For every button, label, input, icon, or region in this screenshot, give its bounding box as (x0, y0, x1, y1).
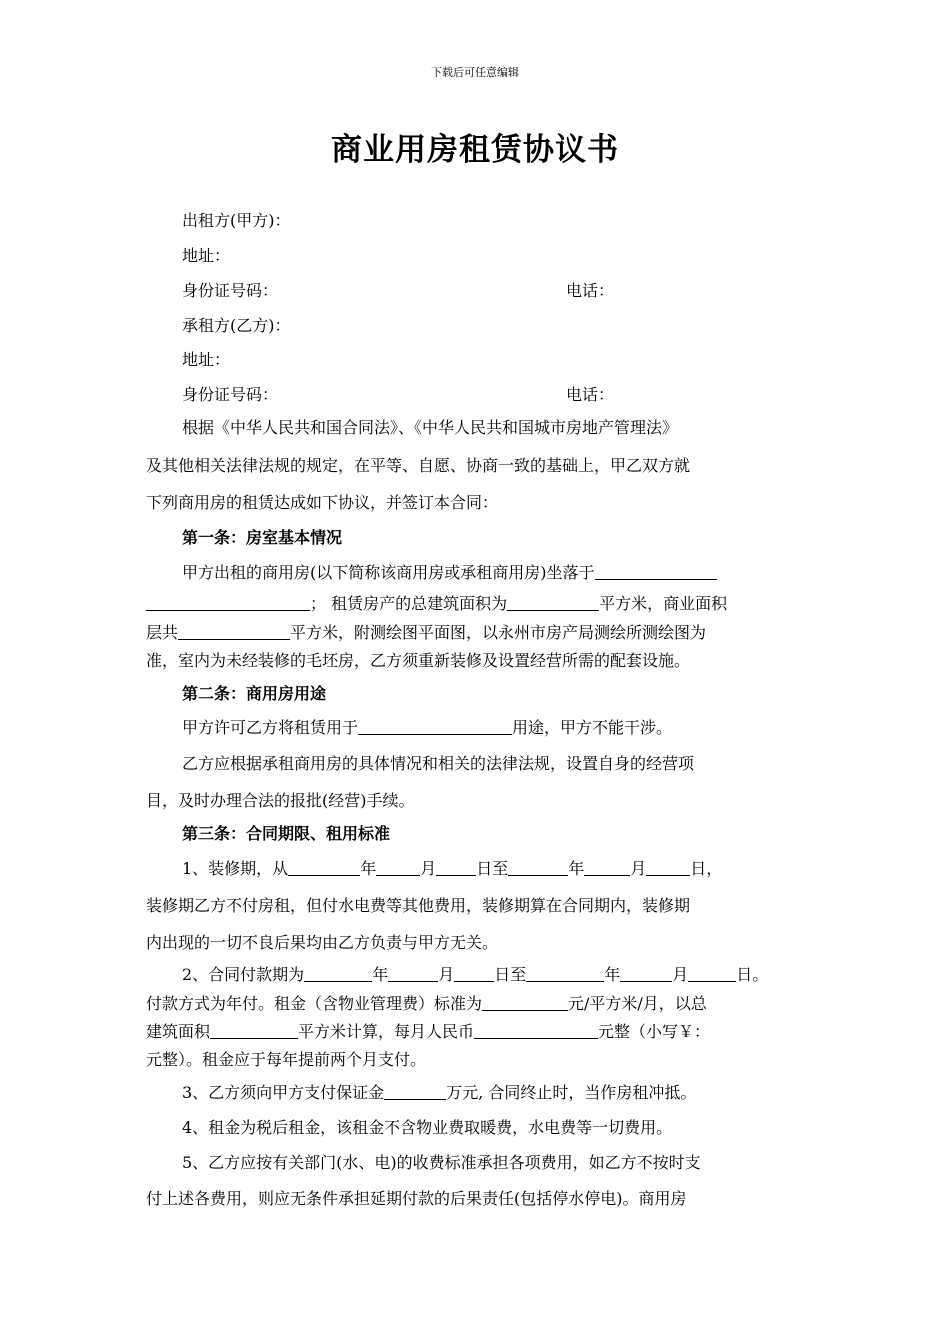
blank-monthly-amount (474, 1022, 598, 1039)
clause-1-line-1: 1、装修期，从 年 月 日至 年 月 日， (182, 859, 723, 878)
article-1-line-1: 甲方出租的商用房(以下简称该商用房或承租商用房)坐落于 (146, 562, 862, 584)
clause-1-line-3: 内出现的一切不良后果均由乙方负责与甲方无关。 (146, 933, 499, 952)
party-b-id-line (146, 384, 862, 406)
blank-month (388, 965, 438, 982)
blank-day (646, 859, 690, 876)
blank-year (508, 859, 568, 876)
blank-floor-area (178, 623, 290, 640)
party-b-label: 承租方(乙方)： (182, 316, 291, 335)
article-3-heading: 第三条：合同期限、租用标准 (182, 824, 391, 843)
article-1-line-4: 准，室内为未经装修的毛坯房，乙方须重新装修及设置经营所需的配套设施。 (146, 651, 691, 670)
blank-usage (358, 718, 512, 735)
party-b-address: 地址： (182, 350, 231, 369)
blank-year (304, 965, 372, 982)
clause-3: 3、乙方须向甲方支付保证金 万元, 合同终止时，当作房租冲抵。 (182, 1083, 697, 1102)
article-1-heading: 第一条：房室基本情况 (182, 528, 343, 547)
blank-month (584, 859, 630, 876)
article-2-heading: 第二条：商用房用途 (182, 684, 327, 703)
article-2-line-1: 甲方许可乙方将租赁用于 用途，甲方不能干涉。 (182, 718, 673, 737)
article-1-line-3: 层共 平方米，附测绘图平面图，以永州市房产局测绘所测绘图为 (146, 623, 707, 642)
party-a-phone: 电话： (566, 281, 615, 300)
header-note: 下载后可任意编辑 (431, 66, 519, 79)
party-b-phone: 电话： (566, 385, 615, 404)
party-b-id-number: 身份证号码： (182, 385, 279, 404)
blank-day (454, 965, 494, 982)
intro-line-1: 根据《中华人民共和国合同法》、《中华人民共和国城市房地产管理法》 (182, 418, 679, 437)
blank-area (210, 1022, 298, 1039)
document-title: 商业用房租赁协议书 (331, 132, 619, 168)
clause-4: 4、租金为税后租金，该租金不含物业费取暖费，水电费等一切费用。 (182, 1118, 673, 1137)
blank-year (288, 859, 360, 876)
clause-2-line-3: 建筑面积 平方米计算，每月人民币 元整（小写￥： (146, 1022, 711, 1041)
clause-1-line-2: 装修期乙方不付房租，但付水电费等其他费用，装修期算在合同期内，装修期 (146, 896, 691, 915)
clause-5-line-1: 5、乙方应按有关部门(水、电)的收费标准承担各项费用，如乙方不按时支 (182, 1153, 701, 1172)
article-2-line-2: 乙方应根据承租商用房的具体情况和相关的法律法规，设置自身的经营项 (182, 754, 695, 773)
intro-line-3: 下列商用房的租赁达成如下协议，并签订本合同： (146, 493, 499, 512)
party-a-id-number: 身份证号码： (182, 281, 279, 300)
party-a-address: 地址： (182, 246, 231, 265)
clause-2-line-1: 2、合同付款期为 年 月 日至 年 月 日。 (182, 965, 769, 984)
party-a-id-line (146, 280, 862, 302)
blank-month (376, 859, 420, 876)
blank-location-cont (146, 594, 310, 611)
clause-2-line-2: 付款方式为年付。租金（含物业管理费）标准为 元/平方米/月，以总 (146, 994, 707, 1013)
blank-month (620, 965, 672, 982)
blank-location (595, 563, 717, 580)
clause-2-line-4: 元整）。租金应于每年提前两个月支付。 (146, 1050, 427, 1069)
blank-year (526, 965, 604, 982)
article-2-line-3: 目，及时办理合法的报批(经营)手续。 (146, 791, 415, 810)
clause-5-line-2: 付上述各费用，则应无条件承担延期付款的后果责任(包括停水停电)。商用房 (146, 1189, 687, 1208)
intro-line-2: 及其他相关法律法规的规定，在平等、自愿、协商一致的基础上，甲乙双方就 (146, 456, 691, 475)
blank-total-area (507, 594, 599, 611)
party-a-label: 出租方(甲方)： (182, 211, 291, 230)
blank-day (436, 859, 476, 876)
blank-rent-rate (482, 994, 568, 1011)
blank-deposit (384, 1083, 446, 1100)
article-1-line-2: ； 租赁房产的总建筑面积为 平方米，商业面积 (146, 593, 826, 615)
blank-day (688, 965, 736, 982)
